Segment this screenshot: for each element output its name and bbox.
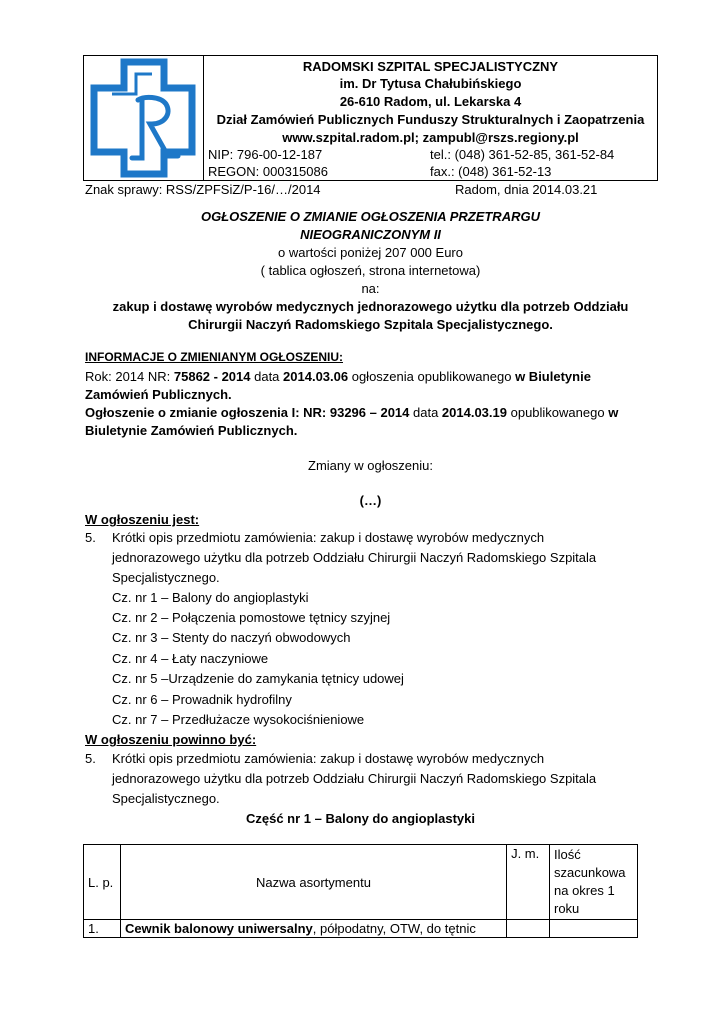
part-item: Cz. nr 1 – Balony do angioplastyki [112,590,309,605]
info-change-line [85,405,618,420]
letterhead [83,55,658,181]
info-rok-nr: 75862 - 2014 [173,369,251,384]
info-rok-date: 2014.03.06 [283,369,349,384]
changes-ellipsis: (…) [359,493,382,508]
powinno-num: 5. [85,751,96,766]
row-jm [507,920,550,938]
changes-heading: Zmiany w ogłoszeniu: [308,458,433,473]
part-item: Cz. nr 4 – Łaty naczyniowe [112,651,269,666]
col-ilosc-line: roku [554,901,580,916]
hospital-logo [84,56,204,180]
col-ilosc-line: Ilość [554,847,581,862]
web-email: www.szpital.radom.pl; zampubl@rszs.regiony.pl [282,130,579,145]
info-change-text: opublikowanego [507,405,609,420]
subject-line-2: Chirurgii Naczyń Radomskiego Szpitala Specjalistycznego. [188,317,553,332]
row-nazwa-rest: , półpodatny, OTW, do tętnic [312,921,476,936]
document-date: Radom, dnia 2014.03.21 [455,182,598,197]
title-line-1: OGŁOSZENIE O ZMIANIE OGŁOSZENIA PRZETRARGU [201,209,540,224]
row-ilosc [550,920,638,938]
table-header-row [84,845,638,920]
department-name: Dział Zamówień Publicznych Funduszy Strukturalnych i Zaopatrzenia [216,112,645,127]
phone: tel.: (048) 361-52-85, 361-52-84 [430,147,615,162]
row-nazwa [120,920,506,938]
jest-line-1: Krótki opis przedmiotu zamówienia: zakup i dostawę wyrobów medycznych [112,530,545,545]
info-heading: INFORMACJE O ZMIENIANYM OGŁOSZENIU: [85,350,343,364]
col-lp: L. p. [84,845,121,920]
part-item: Cz. nr 5 –Urządzenie do zamykania tętnicy udowej [112,671,404,686]
subject-line-1: zakup i dostawę wyrobów medycznych jednorazowego użytku dla potrzeb Oddziału [112,299,629,314]
nip: NIP: 796-00-12-187 [208,147,323,162]
part-item: Cz. nr 3 – Stenty do naczyń obwodowych [112,630,351,645]
jest-line-2: jednorazowego użytku dla potrzeb Oddziału Chirurgii Naczyń Radomskiego Szpitala [112,550,597,565]
jest-heading: W ogłoszeniu jest: [85,512,200,527]
table-row [84,920,638,938]
powinno-line-1: Krótki opis przedmiotu zamówienia: zakup i dostawę wyrobów medycznych [112,751,545,766]
title-na: na: [361,281,380,296]
info-rok-data-label: data [250,369,284,384]
info-rok-line [85,369,591,384]
info-rok-text: ogłoszenia opublikowanego [348,369,516,384]
part-item: Cz. nr 2 – Połączenia pomostowe tętnicy szyjnej [112,610,391,625]
part-item: Cz. nr 7 – Przedłużacze wysokociśnieniowe [112,712,365,727]
title-value: o wartości poniżej 207 000 Euro [277,245,463,260]
letterhead-info [204,56,657,180]
row-nazwa-bold: Cewnik balonowy uniwersalny [124,921,313,936]
info-change-w: w [608,405,619,420]
title-line-2: NIEOGRANICZONYM II [300,227,441,242]
powinno-line-3: Specjalistycznego. [112,791,220,806]
col-ilosc-line: na okres 1 [554,883,615,898]
row-lp: 1. [84,920,121,938]
col-ilosc [550,845,638,920]
info-change-data-label: data [409,405,442,420]
case-number: Znak sprawy: RSS/ZPFSiZ/P-16/…/2014 [85,182,321,197]
info-change-nr: Ogłoszenie o zmianie ogłoszenia I: NR: 93296 – 2014 [85,405,410,420]
col-nazwa: Nazwa asortymentu [120,845,506,920]
info-change-date: 2014.03.19 [441,405,507,420]
col-jm: J. m. [507,845,550,920]
title-publication: ( tablica ogłoszeń, strona internetowa) [260,263,481,278]
jest-line-3: Specjalistycznego. [112,570,220,585]
hospital-name: RADOMSKI SZPITAL SPECJALISTYCZNY [302,59,559,74]
info-rok-bulletin: w Biuletynie [515,369,591,384]
regon: REGON: 000315086 [208,164,328,179]
info-change-line-2: Biuletynie Zamówień Publicznych. [85,423,298,438]
hospital-patron: im. Dr Tytusa Chałubińskiego [339,76,522,91]
info-rok-label: Rok: 2014 NR: [85,369,174,384]
powinno-heading: W ogłoszeniu powinno być: [85,732,257,747]
jest-num: 5. [85,530,96,545]
part-item: Cz. nr 6 – Prowadnik hydrofilny [112,692,292,707]
info-rok-line-2: Zamówień Publicznych. [85,387,232,402]
col-ilosc-line: szacunkowa [554,865,626,880]
cross-r-logo-icon [84,56,203,180]
assortment-table [83,844,638,938]
powinno-line-2: jednorazowego użytku dla potrzeb Oddziału Chirurgii Naczyń Radomskiego Szpitala [112,771,597,786]
fax: fax.: (048) 361-52-13 [430,164,552,179]
hospital-address: 26-610 Radom, ul. Lekarska 4 [339,94,522,109]
part-1-heading: Część nr 1 – Balony do angioplastyki [245,811,475,826]
